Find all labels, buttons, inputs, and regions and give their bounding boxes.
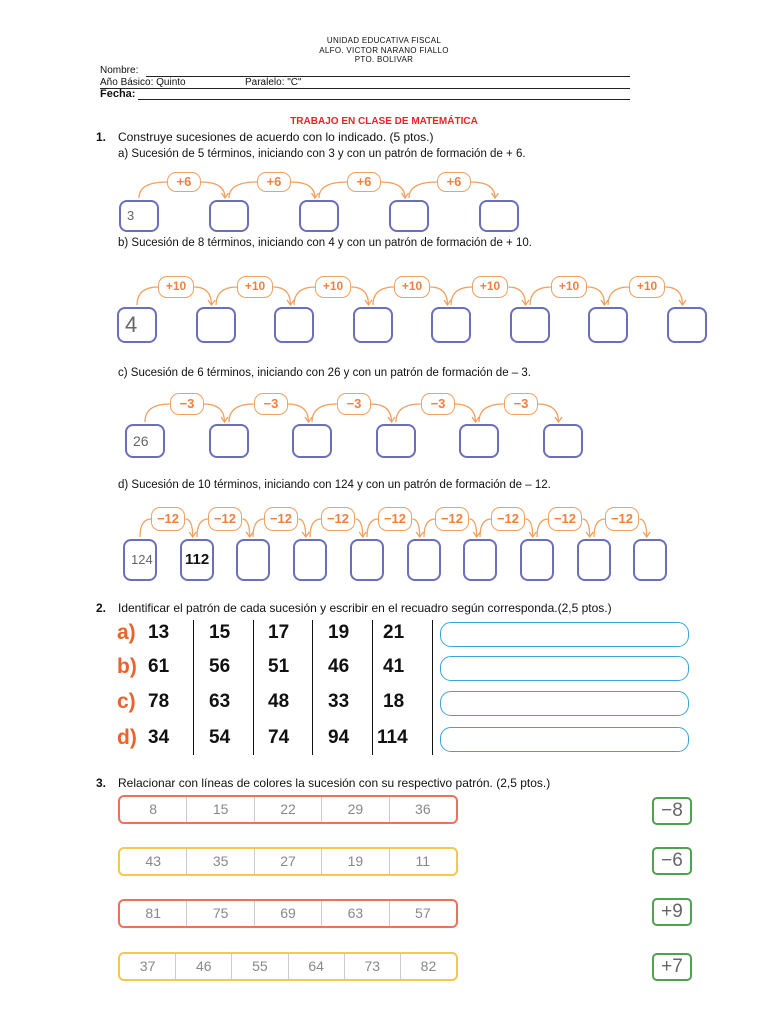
q1-number: 1. (96, 130, 107, 144)
school-location: PTO. BOLIVAR (354, 55, 414, 64)
sequence-box[interactable] (633, 539, 667, 581)
pattern-label: +6 (257, 172, 291, 192)
sequence-box[interactable]: 26 (125, 424, 165, 458)
pattern-label: −3 (170, 393, 204, 415)
pattern-label: +10 (629, 276, 665, 298)
sequence-strip[interactable] (118, 899, 458, 928)
sequence-box[interactable] (209, 424, 249, 458)
sequence-box[interactable] (376, 424, 416, 458)
sequence-value: 17 (268, 622, 290, 643)
sequence-value: 34 (148, 727, 170, 748)
sequence-box[interactable]: 124 (123, 539, 157, 581)
strip-value: 43 (120, 849, 187, 874)
strip-value: 11 (415, 853, 431, 869)
sequence-box[interactable] (407, 539, 441, 581)
sequence-value: 33 (328, 691, 350, 712)
pattern-label: +10 (551, 276, 587, 298)
sequence-value: 114 (377, 727, 408, 748)
strip-value: 19 (322, 849, 389, 874)
sequence-box[interactable] (510, 307, 550, 343)
column-divider (312, 620, 313, 755)
pattern-label: −3 (337, 393, 371, 415)
pattern-label: −3 (504, 393, 538, 415)
pattern-option[interactable]: −8 (652, 797, 692, 825)
strip-value: 8 (120, 797, 187, 822)
sequence-value: 48 (268, 691, 290, 712)
sequence-box[interactable] (293, 539, 327, 581)
strip-value: 15 (187, 797, 254, 822)
column-divider (193, 620, 194, 755)
pattern-label: +6 (437, 172, 471, 192)
strip-value: 64 (289, 954, 345, 979)
sequence-box[interactable] (577, 539, 611, 581)
pattern-option[interactable]: +9 (652, 898, 692, 926)
sequence-value: 21 (383, 622, 405, 643)
answer-box[interactable] (440, 727, 689, 752)
pattern-label: +10 (315, 276, 351, 298)
sequence-value: 46 (328, 656, 350, 677)
pattern-label: +6 (167, 172, 201, 192)
strip-value: 69 (255, 901, 322, 926)
sequence-box[interactable] (431, 307, 471, 343)
strip-value: 36 (415, 801, 431, 817)
sequence-value: 94 (328, 727, 350, 748)
pattern-label: −3 (254, 393, 288, 415)
pattern-label: −12 (151, 507, 185, 531)
sequence-box[interactable] (196, 307, 236, 343)
nombre-label: Nombre: (100, 65, 139, 76)
paralelo-label: Paralelo: "C" (245, 77, 302, 88)
q1b-text: b) Sucesión de 8 términos, iniciando con 4 y con un patrón de formación de + 10. (118, 237, 532, 249)
q3-prompt: Relacionar con líneas de colores la sucesión con su respectivo patrón. (2,5 ptos.) (118, 776, 551, 790)
sequence-value: 54 (209, 727, 231, 748)
strip-value: 22 (255, 797, 322, 822)
sequence-value: 18 (383, 691, 405, 712)
sequence-box[interactable] (299, 200, 339, 232)
pattern-label: −12 (435, 507, 469, 531)
sequence-value: 51 (268, 656, 290, 677)
pattern-label: −12 (491, 507, 525, 531)
pattern-label: −12 (378, 507, 412, 531)
q3-number: 3. (96, 776, 107, 790)
row-letter: b) (117, 655, 137, 678)
strip-value: 46 (176, 954, 232, 979)
sequence-box[interactable]: 112 (180, 539, 214, 581)
sequence-box[interactable] (520, 539, 554, 581)
answer-box[interactable] (440, 691, 689, 716)
pattern-label: +10 (237, 276, 273, 298)
sequence-box[interactable] (292, 424, 332, 458)
sequence-value: 19 (328, 622, 350, 643)
fecha-label: Fecha: (100, 88, 136, 100)
school-patron: ALFO. VICTOR NARANO FIALLO (319, 46, 449, 55)
sequence-box[interactable] (389, 200, 429, 232)
pattern-label: −12 (321, 507, 355, 531)
column-divider (372, 620, 373, 755)
pattern-label: −12 (208, 507, 242, 531)
sequence-value: 15 (209, 622, 231, 643)
sequence-box[interactable] (667, 307, 707, 343)
sequence-box[interactable] (350, 539, 384, 581)
sequence-box[interactable] (209, 200, 249, 232)
strip-value: 73 (345, 954, 401, 979)
sequence-box[interactable] (543, 424, 583, 458)
strip-value: 35 (187, 849, 254, 874)
strip-value: 55 (232, 954, 288, 979)
row-letter: a) (117, 621, 136, 644)
sequence-box[interactable] (463, 539, 497, 581)
strip-value: 81 (120, 901, 187, 926)
row-letter: c) (117, 690, 136, 713)
sequence-box[interactable] (274, 307, 314, 343)
sequence-box[interactable] (353, 307, 393, 343)
answer-box[interactable] (440, 622, 689, 647)
strip-value: 29 (322, 797, 389, 822)
sequence-value: 41 (383, 656, 405, 677)
strip-value: 57 (415, 905, 431, 921)
pattern-label: +10 (394, 276, 430, 298)
sequence-box[interactable]: 3 (119, 200, 159, 232)
pattern-label: +6 (347, 172, 381, 192)
column-divider (432, 620, 433, 755)
sequence-box[interactable] (479, 200, 519, 232)
strip-value: 37 (120, 954, 176, 979)
pattern-label: −3 (421, 393, 455, 415)
pattern-label: −12 (548, 507, 582, 531)
pattern-label: +10 (472, 276, 508, 298)
sequence-value: 61 (148, 656, 170, 677)
q1c-text: c) Sucesión de 6 términos, iniciando con 26 y con un patrón de formación de – 3. (118, 367, 531, 379)
column-divider (253, 620, 254, 755)
q1-prompt: Construye sucesiones de acuerdo con lo indicado. (5 ptos.) (118, 130, 434, 144)
pattern-label: −12 (264, 507, 298, 531)
sequence-box[interactable]: 4 (117, 307, 157, 343)
sequence-value: 56 (209, 656, 231, 677)
page-title: TRABAJO EN CLASE DE MATEMÁTICA (290, 116, 478, 127)
sequence-value: 63 (209, 691, 231, 712)
strip-value: 82 (420, 958, 437, 974)
sequence-box[interactable] (236, 539, 270, 581)
pattern-label: −12 (605, 507, 639, 531)
pattern-option[interactable]: +7 (652, 953, 692, 981)
strip-value: 27 (255, 849, 322, 874)
q1d-text: d) Sucesión de 10 términos, iniciando con 124 y con un patrón de formación de – 12. (118, 479, 551, 491)
sequence-box[interactable] (459, 424, 499, 458)
strip-value: 75 (187, 901, 254, 926)
sequence-strip[interactable] (118, 952, 458, 981)
sequence-value: 74 (268, 727, 290, 748)
grado-label: Año Básico: Quinto (100, 77, 186, 88)
sequence-box[interactable] (588, 307, 628, 343)
pattern-option[interactable]: −6 (652, 847, 692, 875)
strip-value: 63 (322, 901, 389, 926)
sequence-value: 78 (148, 691, 170, 712)
row-letter: d) (117, 726, 137, 749)
q2-prompt: Identificar el patrón de cada sucesión y escribir en el recuadro según corresponda.(2,5 ptos.) (118, 601, 612, 615)
q2-number: 2. (96, 601, 107, 615)
answer-box[interactable] (440, 656, 689, 681)
sequence-strip[interactable] (118, 795, 458, 824)
sequence-value: 13 (148, 622, 170, 643)
q1a-text: a) Sucesión de 5 términos, iniciando con 3 y con un patrón de formación de + 6. (118, 148, 526, 160)
sequence-strip[interactable] (118, 847, 458, 876)
pattern-label: +10 (158, 276, 194, 298)
school-name: UNIDAD EDUCATIVA FISCAL (326, 36, 442, 45)
